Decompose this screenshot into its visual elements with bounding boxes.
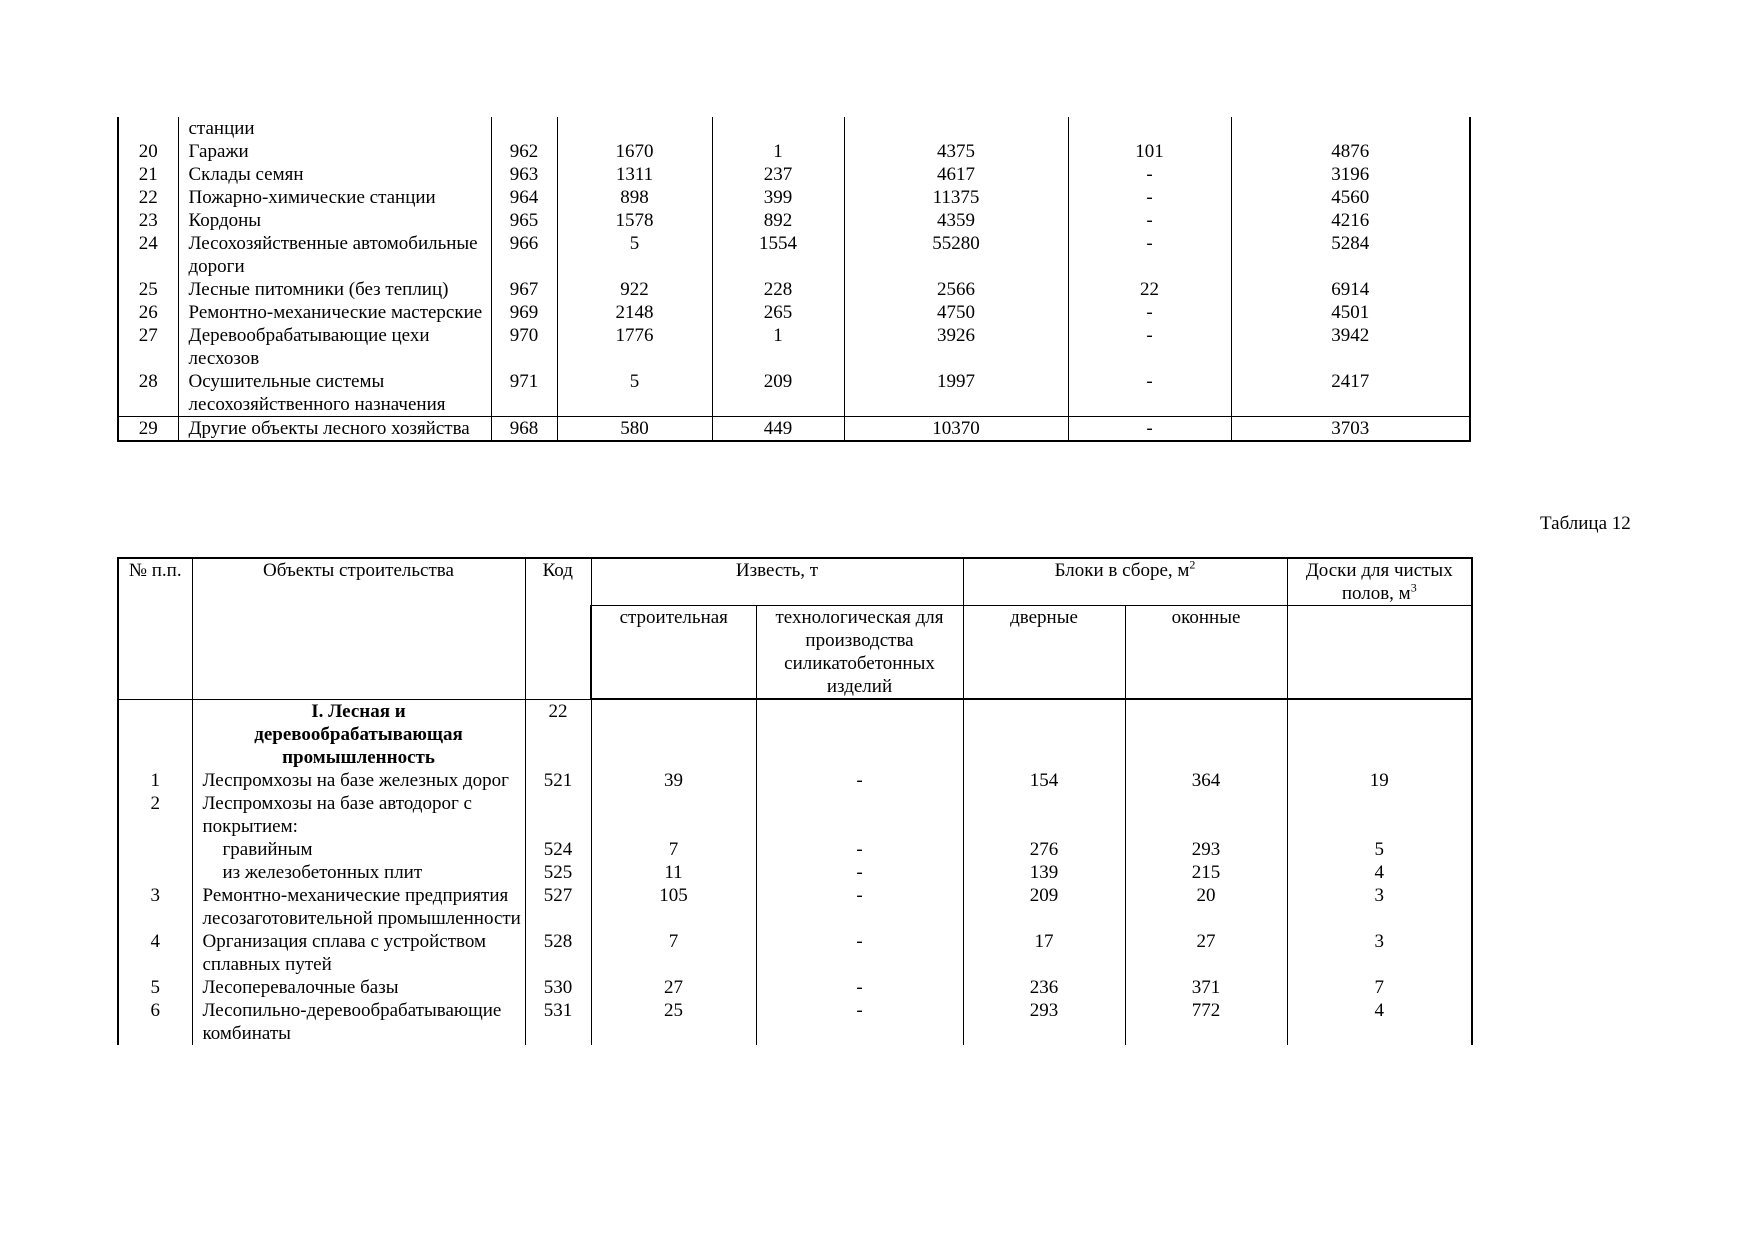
header-objects: Объекты строительства: [192, 558, 525, 699]
cell-c3: 3926: [844, 324, 1068, 370]
table-row: [118, 884, 1472, 930]
cell-c1: 898: [557, 186, 712, 209]
cell-c1: 11: [591, 861, 756, 884]
section-num: [118, 699, 192, 769]
cell-c2: -: [756, 769, 963, 792]
cell-c5: 6914: [1231, 278, 1470, 301]
cell-c1: 1776: [557, 324, 712, 370]
cell-c1: 1578: [557, 209, 712, 232]
cell-c1: 1311: [557, 163, 712, 186]
cell-c4: -: [1068, 186, 1231, 209]
cell-c2: 228: [712, 278, 844, 301]
header-blocks: Блоки в сборе, $м^2$: [963, 558, 1287, 606]
cell-c3: 4617: [844, 163, 1068, 186]
cell-num: 27: [118, 324, 178, 370]
cell-num: 21: [118, 163, 178, 186]
cell-num: 20: [118, 140, 178, 163]
cell-name: Лесопильно-деревообрабатывающие комбинаты: [192, 999, 525, 1045]
table-row: [118, 861, 1472, 884]
cell-code: 962: [491, 140, 557, 163]
cell-c4: [1068, 117, 1231, 140]
cell-code: 970: [491, 324, 557, 370]
cell-c1: [557, 117, 712, 140]
cell-c5: 4: [1287, 999, 1472, 1045]
cell-c3: 17: [963, 930, 1125, 976]
cell-c5: 2417: [1231, 370, 1470, 417]
cell-c2: -: [756, 838, 963, 861]
cell-c2: [756, 792, 963, 838]
cell-code: [491, 117, 557, 140]
cell-code: 966: [491, 232, 557, 278]
cell-num: 3: [118, 884, 192, 930]
cell-c5: 3196: [1231, 163, 1470, 186]
cell-name: Склады семян: [178, 163, 491, 186]
cell-c3: [963, 792, 1125, 838]
cell-c4: 20: [1125, 884, 1287, 930]
previous-table: [117, 117, 1471, 442]
cell-code: 525: [525, 861, 591, 884]
cell-num: 29: [118, 417, 178, 442]
header-boards-empty: [1287, 606, 1472, 700]
header-lime-building: строительная: [591, 606, 756, 700]
cell-name: Ремонтно-механические предприятия лесозаготовительной промышленности: [192, 884, 525, 930]
table-row: [118, 117, 1470, 140]
table-row: [118, 186, 1470, 209]
table-caption: Таблица 12: [1540, 513, 1631, 534]
cell-c2: 237: [712, 163, 844, 186]
cell-c3: 154: [963, 769, 1125, 792]
cell-c3: 4375: [844, 140, 1068, 163]
cell-c1: 27: [591, 976, 756, 999]
cell-code: 965: [491, 209, 557, 232]
cell-c3: 11375: [844, 186, 1068, 209]
table-row: [118, 417, 1470, 442]
cell-c2: -: [756, 884, 963, 930]
cell-num: 22: [118, 186, 178, 209]
cell-code: 971: [491, 370, 557, 417]
cell-code: 969: [491, 301, 557, 324]
cell-num: 26: [118, 301, 178, 324]
cell-c3: 55280: [844, 232, 1068, 278]
cell-name: Лесоперевалочные базы: [192, 976, 525, 999]
cell-name: гравийным: [192, 838, 525, 861]
table-row: [118, 209, 1470, 232]
cell-code: 527: [525, 884, 591, 930]
cell-c1: 5: [557, 370, 712, 417]
cell-c3: 4750: [844, 301, 1068, 324]
cell-c5: 4501: [1231, 301, 1470, 324]
cell-c5: 3703: [1231, 417, 1470, 442]
table-row: [118, 301, 1470, 324]
table-row: [118, 999, 1472, 1045]
table-row: [118, 278, 1470, 301]
table-row: [118, 769, 1472, 792]
cell-num: 23: [118, 209, 178, 232]
cell-c4: 772: [1125, 999, 1287, 1045]
table-row: [118, 838, 1472, 861]
cell-num: 1: [118, 769, 192, 792]
header-blocks-door: дверные: [963, 606, 1125, 700]
cell-c4: -: [1068, 232, 1231, 278]
cell-num: 6: [118, 999, 192, 1045]
cell-name: Леспромхозы на базе автодорог с покрытием:: [192, 792, 525, 838]
cell-code: 964: [491, 186, 557, 209]
cell-c4: 293: [1125, 838, 1287, 861]
cell-c4: 371: [1125, 976, 1287, 999]
cell-num: [118, 838, 192, 861]
cell-c1: 7: [591, 930, 756, 976]
cell-c5: 5: [1287, 838, 1472, 861]
cell-c5: 7: [1287, 976, 1472, 999]
cell-c1: 580: [557, 417, 712, 442]
cell-num: [118, 861, 192, 884]
cell-c1: 39: [591, 769, 756, 792]
cell-c1: 105: [591, 884, 756, 930]
cell-c5: [1287, 792, 1472, 838]
cell-c1: 2148: [557, 301, 712, 324]
cell-c4: 22: [1068, 278, 1231, 301]
cell-name: Осушительные системы лесохозяйственного назначения: [178, 370, 491, 417]
cell-name: из железобетонных плит: [192, 861, 525, 884]
cell-c5: [1231, 117, 1470, 140]
cell-name: Лесохозяйственные автомобильные дороги: [178, 232, 491, 278]
cell-c4: [1125, 792, 1287, 838]
cell-code: 530: [525, 976, 591, 999]
table-row: [118, 163, 1470, 186]
table-12: [117, 557, 1473, 1045]
cell-c2: 449: [712, 417, 844, 442]
cell-name: Деревообрабатывающие цехи лесхозов: [178, 324, 491, 370]
cell-c5: 3942: [1231, 324, 1470, 370]
cell-c4: -: [1068, 417, 1231, 442]
cell-c2: 892: [712, 209, 844, 232]
cell-name: Другие объекты лесного хозяйства: [178, 417, 491, 442]
cell-code: 967: [491, 278, 557, 301]
cell-c1: [591, 792, 756, 838]
cell-num: 28: [118, 370, 178, 417]
cell-c4: -: [1068, 209, 1231, 232]
cell-c3: 209: [963, 884, 1125, 930]
cell-c4: -: [1068, 370, 1231, 417]
table-row: [118, 140, 1470, 163]
table-row: [118, 976, 1472, 999]
cell-c1: 25: [591, 999, 756, 1045]
header-code: Код: [525, 558, 591, 699]
header-blocks-window: оконные: [1125, 606, 1287, 700]
cell-c1: 922: [557, 278, 712, 301]
cell-name: Организация сплава с устройством сплавных путей: [192, 930, 525, 976]
cell-num: 4: [118, 930, 192, 976]
cell-c3: 276: [963, 838, 1125, 861]
header-lime-tech: технологическая для производства силикатобетонных изделий: [756, 606, 963, 700]
table-row: [118, 324, 1470, 370]
cell-code: [525, 792, 591, 838]
cell-num: 25: [118, 278, 178, 301]
cell-name: Пожарно-химические станции: [178, 186, 491, 209]
cell-name: Кордоны: [178, 209, 491, 232]
cell-c3: 1997: [844, 370, 1068, 417]
cell-c3: 10370: [844, 417, 1068, 442]
section-title: I. Лесная и деревообрабатывающая промышленность: [192, 699, 525, 769]
cell-c5: 5284: [1231, 232, 1470, 278]
cell-code: 963: [491, 163, 557, 186]
cell-c2: 1554: [712, 232, 844, 278]
header-num: № п.п.: [118, 558, 192, 699]
cell-c5: 4216: [1231, 209, 1470, 232]
cell-c5: 19: [1287, 769, 1472, 792]
cell-code: 521: [525, 769, 591, 792]
cell-c4: 215: [1125, 861, 1287, 884]
header-boards: Доски для чистых полов, $м^3$: [1287, 558, 1472, 606]
cell-c4: -: [1068, 324, 1231, 370]
table-row: [118, 232, 1470, 278]
cell-c4: -: [1068, 163, 1231, 186]
header-lime: Известь, т: [591, 558, 963, 606]
cell-c3: 4359: [844, 209, 1068, 232]
table-row: [118, 792, 1472, 838]
cell-c2: 209: [712, 370, 844, 417]
cell-c4: 101: [1068, 140, 1231, 163]
cell-c1: 7: [591, 838, 756, 861]
cell-c2: 1: [712, 324, 844, 370]
section-row: [118, 699, 1472, 769]
cell-c3: 2566: [844, 278, 1068, 301]
cell-name: станции: [178, 117, 491, 140]
cell-code: 528: [525, 930, 591, 976]
cell-name: Гаражи: [178, 140, 491, 163]
cell-c4: -: [1068, 301, 1231, 324]
table-row: [118, 930, 1472, 976]
cell-c3: [844, 117, 1068, 140]
cell-c2: -: [756, 976, 963, 999]
cell-c2: [712, 117, 844, 140]
cell-code: 968: [491, 417, 557, 442]
cell-c5: 4560: [1231, 186, 1470, 209]
cell-c5: 3: [1287, 884, 1472, 930]
cell-num: 5: [118, 976, 192, 999]
cell-code: 524: [525, 838, 591, 861]
cell-name: Ремонтно-механические мастерские: [178, 301, 491, 324]
cell-c5: 4: [1287, 861, 1472, 884]
table-row: [118, 370, 1470, 417]
cell-c4: 27: [1125, 930, 1287, 976]
cell-c4: 364: [1125, 769, 1287, 792]
cell-c1: 5: [557, 232, 712, 278]
cell-name: Леспромхозы на базе железных дорог: [192, 769, 525, 792]
cell-c1: 1670: [557, 140, 712, 163]
cell-c2: -: [756, 930, 963, 976]
cell-c2: 1: [712, 140, 844, 163]
cell-c2: 265: [712, 301, 844, 324]
cell-num: 24: [118, 232, 178, 278]
cell-c2: -: [756, 861, 963, 884]
cell-num: [118, 117, 178, 140]
cell-name: Лесные питомники (без теплиц): [178, 278, 491, 301]
cell-c3: 236: [963, 976, 1125, 999]
cell-c5: 4876: [1231, 140, 1470, 163]
cell-c3: 139: [963, 861, 1125, 884]
cell-num: 2: [118, 792, 192, 838]
cell-c2: 399: [712, 186, 844, 209]
cell-c5: 3: [1287, 930, 1472, 976]
section-code: 22: [525, 699, 591, 769]
cell-code: 531: [525, 999, 591, 1045]
cell-c2: -: [756, 999, 963, 1045]
cell-c3: 293: [963, 999, 1125, 1045]
